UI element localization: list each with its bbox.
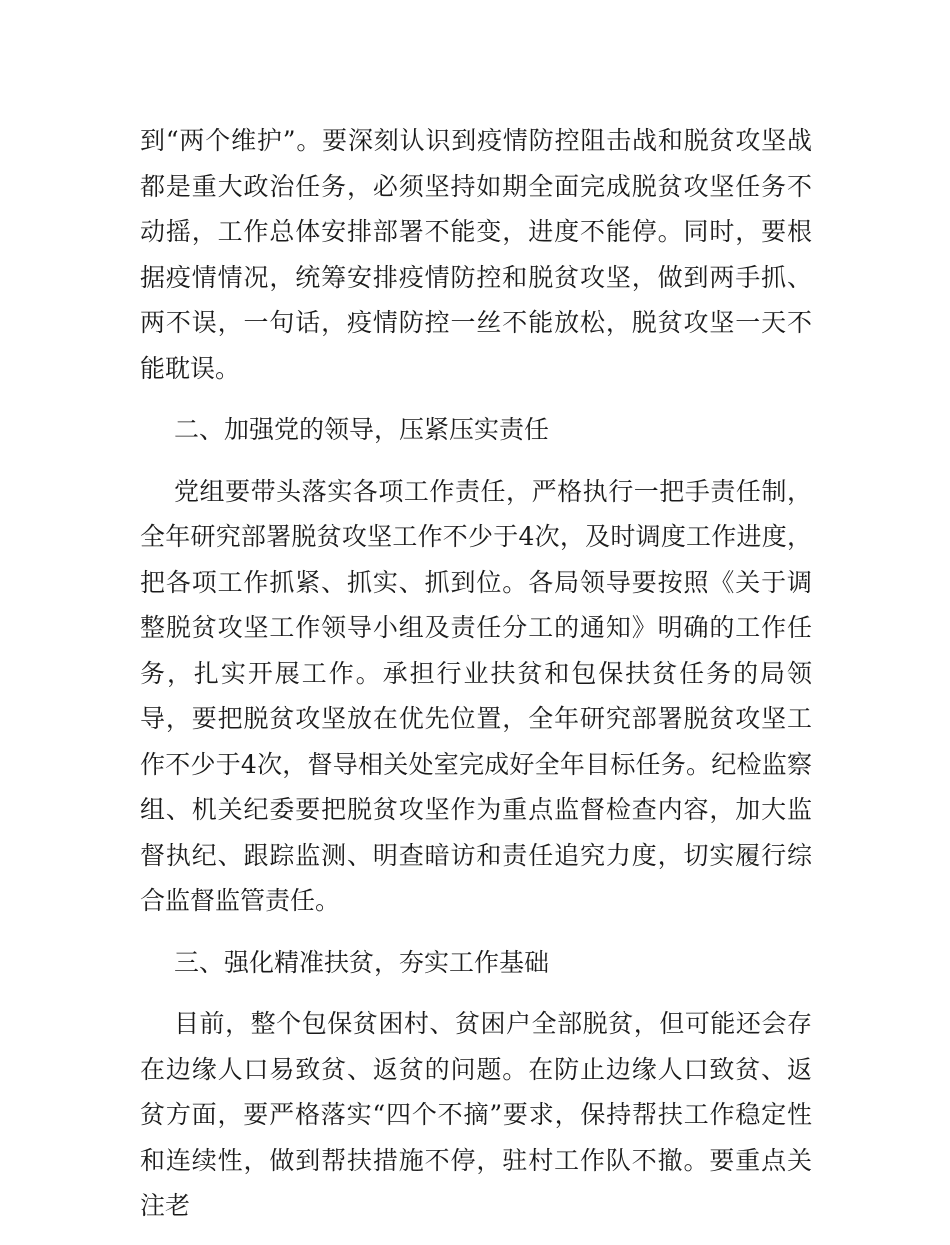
section-heading-2: 二、加强党的领导，压紧压实责任 xyxy=(174,415,550,444)
paragraph-intro: 到“两个维护”。要深刻认识到疫情防控阻击战和脱贫攻坚战都是重大政治任务，必须坚持如期全面完成脱贫攻坚任务不动摇，工作总体安排部署不能变，进度不能停。同时，要根据疫情情况，统筹安排疫情防控和脱贫攻坚，做到两手抓、两不误，一句话，疫情防控一丝不能放松，脱贫攻坚一天不能耽误。 xyxy=(140,126,812,383)
paragraph-party-leadership: 党组要带头落实各项工作责任，严格执行一把手责任制，全年研究部署脱贫攻坚工作不少于4次，及时调度工作进度，把各项工作抓紧、抓实、抓到位。各局领导要按照《关于调整脱贫攻坚工作领导小组及责任分工的通知》明确的工作任务，扎实开展工作。承担行业扶贫和包保扶贫任务的局领导，要把脱贫攻坚放在优先位置，全年研究部署脱贫攻坚工作不少于4次，督导相关处室完成好全年目标任务。纪检监察组、机关纪委要把脱贫攻坚作为重点监督检查内容，加大监督执纪、跟踪监测、明查暗访和责任追究力度，切实履行综合监督监管责任。 xyxy=(140,476,812,915)
section-heading-3: 三、强化精准扶贫，夯实工作基础 xyxy=(174,947,550,977)
paragraph-precise-poverty: 目前，整个包保贫困村、贫困户全部脱贫，但可能还会存在边缘人口易致贫、返贫的问题。在防止边缘人口致贫、返贫方面，要严格落实“四个不摘”要求，保持帮扶工作稳定性和连续性，做到帮扶措施不停，驻村工作队不撤。要重点关注老 xyxy=(140,1009,812,1220)
document-page xyxy=(140,118,812,1245)
